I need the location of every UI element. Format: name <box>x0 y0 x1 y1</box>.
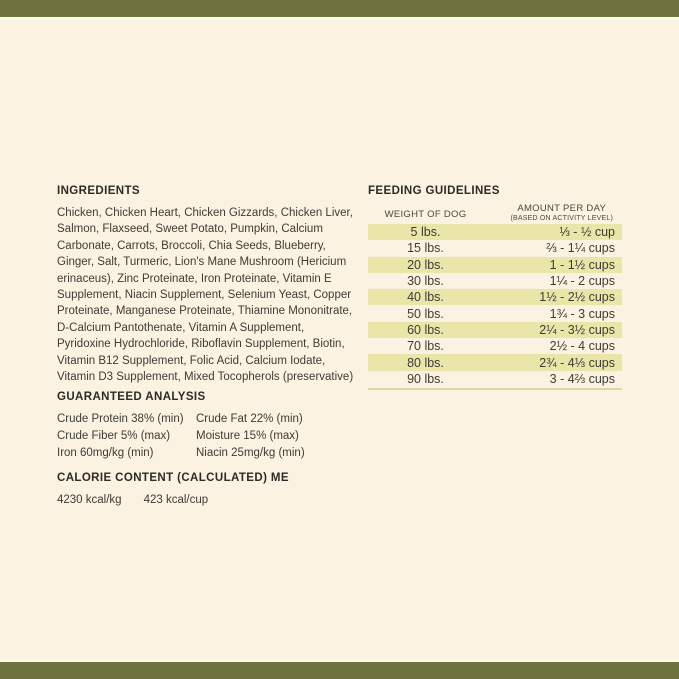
ga-item: Crude Fat 22% (min) <box>196 413 303 426</box>
feeding-row-weight: 70 lbs. <box>407 339 444 354</box>
ga-item: Iron 60mg/kg (min) <box>57 446 154 459</box>
ga-item: Niacin 25mg/kg (min) <box>196 446 305 459</box>
feeding-row <box>368 322 622 338</box>
guaranteed-analysis-grid <box>57 411 357 461</box>
feeding-guidelines-title: FEEDING GUIDELINES <box>368 185 500 197</box>
feeding-row-weight: 15 lbs. <box>407 241 444 256</box>
ga-item: Crude Protein 38% (min) <box>57 413 184 426</box>
feeding-row-amount: 1¾ - 3 cups <box>549 306 615 321</box>
weight-column-header: WEIGHT OF DOG <box>384 209 467 220</box>
feeding-row-weight: 80 lbs. <box>407 355 444 370</box>
feeding-row <box>368 289 622 305</box>
nutrition-info-column <box>57 184 357 508</box>
feeding-row <box>368 224 622 240</box>
feeding-row-amount: 1 - 1½ cups <box>549 257 615 272</box>
feeding-row <box>368 354 622 370</box>
ingredients-line: Vitamin B12 Supplement, Folic Acid, Calcium Iodate, <box>57 354 326 367</box>
feeding-row-amount: 2¼ - 3½ cups <box>539 322 615 337</box>
ingredients-line: Ginger, Salt, Turmeric, Lion's Mane Mushroom (Hericium <box>57 256 347 269</box>
ga-item: Crude Fiber 5% (max) <box>57 430 171 443</box>
ingredients-line: Vitamin D3 Supplement, Mixed Tocopherols (preservative) <box>57 371 354 384</box>
feeding-row-amount: 3 - 4⅔ cups <box>549 371 615 386</box>
feeding-row <box>368 338 622 354</box>
feeding-row <box>368 240 622 256</box>
feeding-row-weight: 50 lbs. <box>407 306 444 321</box>
ingredients-line: Carbonate, Carrots, Broccoli, Chia Seeds, Blueberry, <box>57 239 326 252</box>
ga-item: Moisture 15% (max) <box>196 430 299 443</box>
feeding-row <box>368 257 622 273</box>
ingredients-line: D-Calcium Pantothenate, Vitamin A Supplement, <box>57 321 305 334</box>
feeding-row <box>368 371 622 387</box>
ingredients-line: Supplement, Niacin Supplement, Selenium Yeast, Copper <box>57 289 352 302</box>
feeding-table-header <box>368 205 622 224</box>
feeding-row <box>368 305 622 321</box>
ingredients-line: Chicken, Chicken Heart, Chicken Gizzards, Chicken Liver, <box>57 207 353 219</box>
ingredients-line: erinaceus), Zinc Proteinate, Iron Proteinate, Vitamin E <box>57 272 332 285</box>
ingredients-line: Pyridoxine Hydrochloride, Riboflavin Supplement, Biotin, <box>57 338 345 351</box>
feeding-rows <box>368 224 622 387</box>
amount-column-header <box>483 204 622 225</box>
top-banner-edge <box>0 17 679 20</box>
feeding-row-weight: 20 lbs. <box>407 257 444 272</box>
feeding-table-rule <box>368 388 622 390</box>
bottom-banner <box>0 662 679 679</box>
ingredients-title: INGREDIENTS <box>57 185 140 197</box>
calorie-values <box>57 492 357 508</box>
calorie-kcal-per-cup: 423 kcal/cup <box>143 494 209 507</box>
feeding-row <box>368 273 622 289</box>
guaranteed-analysis-right <box>196 411 351 461</box>
guaranteed-analysis-left <box>57 411 196 461</box>
feeding-row-amount: 2¾ - 4⅓ cups <box>539 355 615 370</box>
feeding-row-weight: 60 lbs. <box>407 322 444 337</box>
calorie-kcal-per-kg: 4230 kcal/kg <box>57 494 122 507</box>
feeding-row-amount: 1¼ - 2 cups <box>549 274 615 289</box>
feeding-row-weight: 30 lbs. <box>407 274 444 289</box>
ingredients-text <box>57 205 357 385</box>
amount-header-note: (BASED ON ACTIVITY LEVEL) <box>510 215 613 222</box>
guaranteed-analysis-title: GUARANTEED ANALYSIS <box>57 391 206 404</box>
top-banner <box>0 0 679 17</box>
feeding-row-weight: 90 lbs. <box>407 371 444 386</box>
ingredients-line: Proteinate, Manganese Proteinate, Thiamine Mononitrate, <box>57 305 353 318</box>
feeding-guidelines-column <box>368 184 622 390</box>
ingredients-line: Salmon, Flaxseed, Sweet Potato, Pumpkin, Calcium <box>57 223 323 236</box>
feeding-row-amount: ⅔ - 1¼ cups <box>546 241 615 256</box>
feeding-row-weight: 5 lbs. <box>410 225 441 240</box>
feeding-row-amount: 2½ - 4 cups <box>549 339 615 354</box>
feeding-row-weight: 40 lbs. <box>407 290 444 305</box>
calorie-content-title: CALORIE CONTENT (CALCULATED) ME <box>57 472 289 485</box>
feeding-row-amount: ⅓ - ½ cup <box>559 225 615 240</box>
feeding-row-amount: 1½ - 2½ cups <box>539 290 615 305</box>
amount-header-main: AMOUNT PER DAY <box>517 203 607 214</box>
